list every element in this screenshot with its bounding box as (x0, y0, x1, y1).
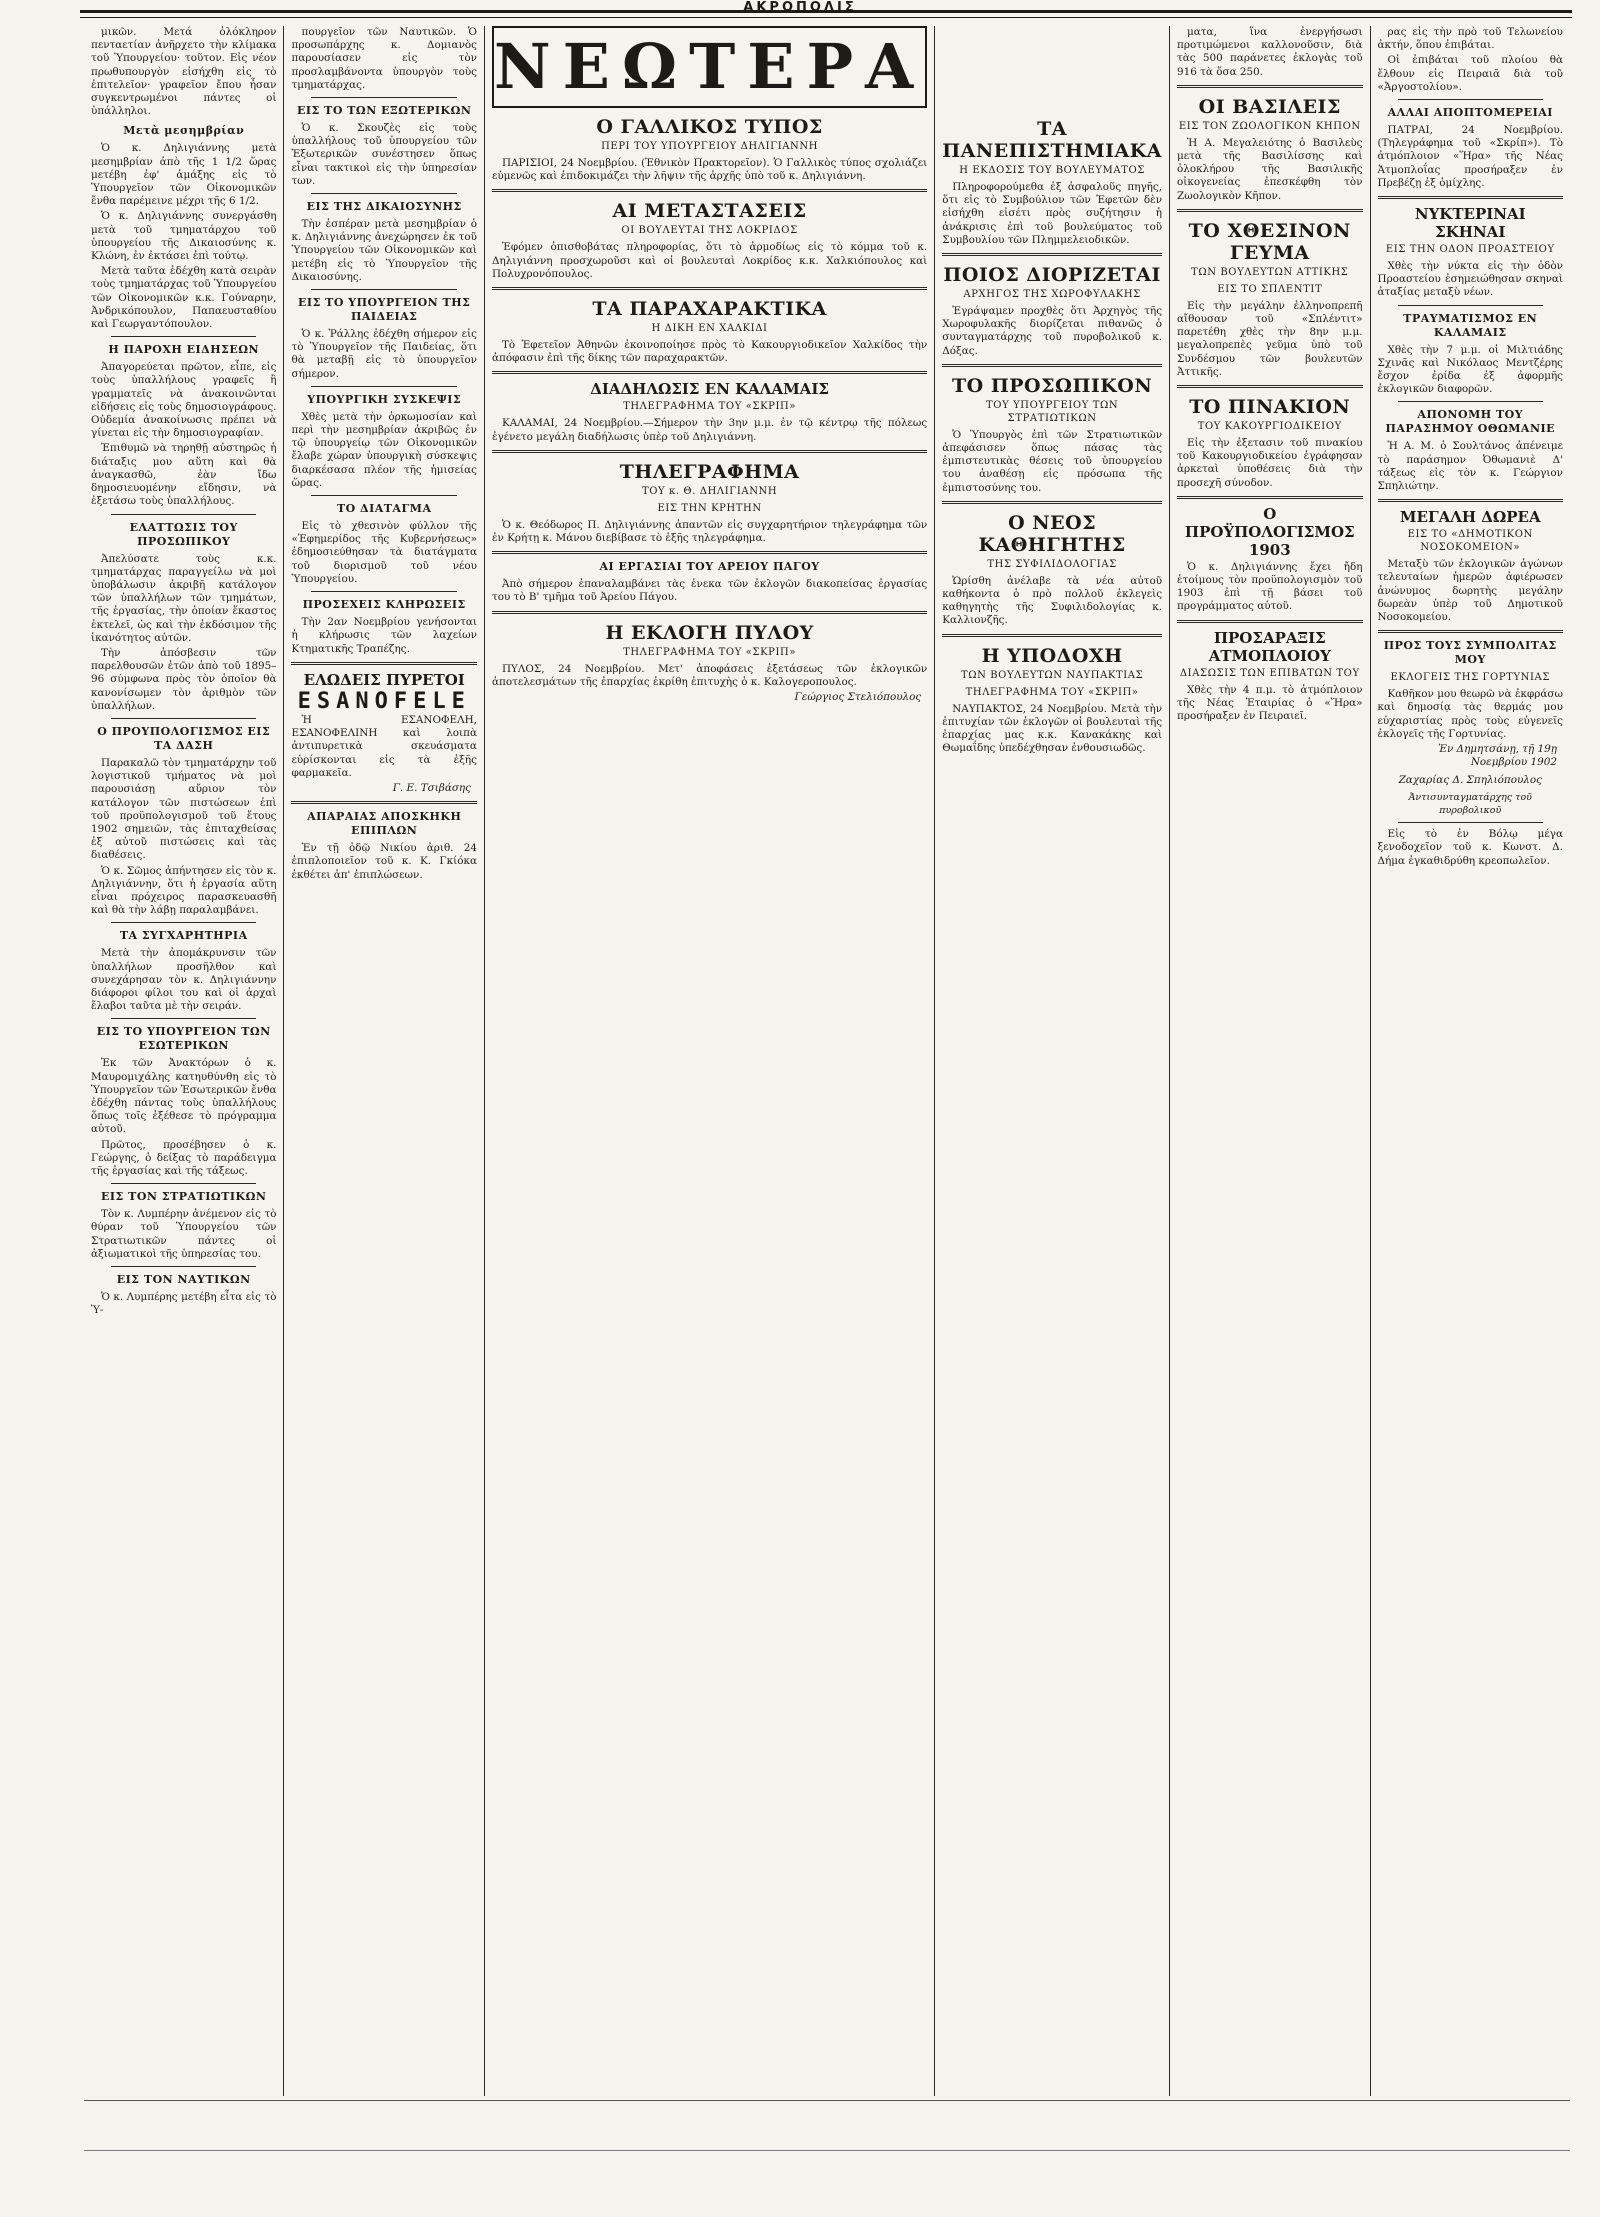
column-1 (84, 26, 284, 2096)
column-3 (485, 26, 935, 2096)
section-heading: ΠΡΟΣΕΧΕΙΣ ΚΛΗΡΩΣΕΙΣ (302, 598, 466, 612)
divider (311, 495, 456, 496)
paragraph: Ἐν τῇ ὁδῷ Νικίου ἀριθ. 24 ἐπιπλοποιεῖον τοῦ κ. Κ. Γκίόκα ἐκθέτει ἀπ' ἐπιπλώσεων. (291, 842, 477, 881)
divider (311, 193, 456, 194)
divider (1398, 822, 1543, 823)
paragraph: Ἐγράψαμεν προχθὲς ὅτι Ἀρχηγὸς τῆς Χωροφυλακῆς διορίζεται πιθανῶς ὁ συνταγματάρχης τοῦ πυροβολικοῦ κ. Δόξας. (942, 305, 1163, 357)
paragraph: Οἱ ἐπιβάται τοῦ πλοίου θὰ ἔλθουν εἰς Πειραιᾶ διὰ τοῦ «Ἀργοστολίου». (1377, 54, 1563, 93)
paragraph: Πρῶτος, προσέβησεν ὁ κ. Γεώργης, ὁ δείξας τὸ παράδειγμα τῆς ἐργασίας καὶ τῆς τάξεως. (91, 1138, 277, 1178)
divider (492, 551, 927, 554)
paragraph: ΠΑΤΡΑΙ, 24 Νοεμβρίου. (Τηλεγράφημα τοῦ «Σκρίπ»). Τὸ ἀτμόπλοιον «Ἥρα» τῆς Νέας Ἀτμοπλοΐας προσήραξεν ἐν Πρεβέζῃ ἐξ ὀμίχλης. (1377, 124, 1563, 189)
divider (111, 336, 256, 337)
divider (942, 634, 1162, 637)
article-title: ΤΟ ΠΡΟΣΩΠΙΚΟΝ (952, 374, 1153, 397)
divider (311, 97, 456, 98)
article-subtitle: ΕΙΣ ΤΟΝ ΖΩΟΛΟΓΙΚΟΝ ΚΗΠΟΝ (1178, 120, 1361, 132)
paragraph: Τὴν ἀπόσβεσιν τῶν παρελθουσῶν ἐτῶν ἀπὸ τοῦ 1895–96 σύμφωνα πρὸς τὸν ὁποῖον θὰ κανονίσωμεν τὸν ἀριθμὸν τῶν ὑπαλλήλων. (91, 646, 277, 712)
paragraph: Ἡ Α. Μεγαλειότης ὁ Βασιλεὺς μετὰ τῆς Βασιλίσσης καὶ ὁλοκλήρου τῆς Βασιλικῆς οἰκογενείας ἐπεσκέφθη τὸν Ζωολογικὸν Κῆπον. (1177, 136, 1363, 202)
divider (111, 1183, 256, 1184)
ad-title: ESANOFELE (297, 688, 471, 714)
article-subtitle: ΕΚΛΟΓΕΙΣ ΤΗΣ ΓΟΡΤΥΝΙΑΣ (1390, 672, 1551, 684)
divider (492, 450, 927, 453)
divider (1378, 196, 1563, 199)
paragraph: Ἐκ τῶν Ἀνακτόρων ὁ κ. Μαυρομιχάλης κατηυθύνθη εἰς τὸ Ὑπουργεῖον τῶν Ἐσωτερικῶν ἔνθα ἐδέχθη πάντας τοὺς ὑπαλλήλους ὅπως τοῖς ἐξέθεσε τὸ πρόγραμμα αὐτοῦ. (91, 1057, 277, 1136)
column-5 (1170, 26, 1370, 2096)
paragraph: Εἰς τὸ ἐν Βόλῳ μέγα ξενοδοχεῖον τοῦ κ. Κωνστ. Δ. Δήμα ἐγκαθιδρύθη κρεοπωλεῖον. (1377, 828, 1563, 867)
section-heading: ΕΛΑΤΤΩΣΙΣ ΤΟΥ ΠΡΟΣΩΠΙΚΟΥ (129, 520, 238, 548)
article-subtitle: Η ΕΚΔΟΣΙΣ ΤΟΥ ΒΟΥΛΕΥΜΑΤΟΣ (959, 165, 1145, 176)
column-6 (1371, 26, 1570, 2096)
divider (1398, 305, 1543, 306)
section-heading: ΑΛΛΑΙ ΑΠΟΠΤΟΜΕΡΕΙΑΙ (1387, 106, 1553, 120)
paragraph: Ἐφόμεν ὀπισθοβάτας πληροφορίας, ὅτι τὸ ἀρμοδίως εἰς τὸ κόμμα τοῦ κ. Δηλιγιάννη προσχωροῦσι καὶ οἱ βουλευταὶ Λοκρίδος κ.κ. Χαλκιόπουλος καὶ Πολυχρονόπουλος. (491, 241, 928, 280)
article-subtitle: ΑΡΧΗΓΟΣ ΤΗΣ ΧΩΡΟΦΥΛΑΚΗΣ (963, 289, 1141, 301)
article-subtitle: ΤΩΝ ΒΟΥΛΕΥΤΩΝ ΝΑΥΠΑΚΤΙΑΣ (960, 669, 1144, 681)
article-title: ΤΟ ΧΘΕΣΙΝΟΝ ΓΕΥΜΑ (1188, 219, 1351, 264)
divider (111, 718, 256, 719)
paragraph: Ἀπαγορεύεται πρῶτον, εἶπε, εἰς τοὺς ὑπαλλήλους γραφεῖς ἢ γραμματεῖς νὰ ἀνακοινῶνται εἰδήσεις εἰς τοὺς δημοσιογράφους. Οὐδεμία ἀνακοίνωσις πρέπει νὰ γίνεται εἰς τὴν δημοσιογραφίαν. (91, 361, 277, 440)
article-title: Η ΥΠΟΔΟΧΗ (981, 644, 1123, 667)
paragraph: Ἡ Α. Μ. ὁ Σουλτάνος ἀπένειμε τὸ παράσημον Ὀθωμανιὲ Δ' τάξεως εἰς τὸν κ. Γεώργιον Σπηλιώτην. (1377, 440, 1563, 493)
section-heading: Μετὰ μεσημβρίαν (123, 124, 245, 138)
signer-role: Ἀντισυνταγματάρχης τοῦ πυροβολικοῦ (1408, 791, 1532, 816)
paragraph: Ἀπελύσατε τοὺς κ.κ. τμηματάρχας παραγγείλω νὰ μοὶ ὑποβάλωσιν ἀκριβῆ κατάλογον τῶν ὑπαλλήλων τῶν τμημάτων, τῆς ἐργασίας, τὴν ὁποίαν ἕκαστος ἐκτελεῖ, ὡς καὶ τὴν ἐκδόσιμον τῆς ἱκανότητος αὐτῶν. (91, 552, 277, 644)
article-subtitle: ΕΙΣ ΤΟ «ΔΗΜΟΤΙΚΟΝ ΝΟΣΟΚΟΜΕΙΟΝ» (1407, 529, 1533, 554)
article-subtitle: ΤΟΥ κ. Θ. ΔΗΛΙΓΙΑΝΝΗ (641, 485, 778, 497)
article-subtitle: ΕΙΣ ΤΟ ΣΠΛΕΝΤΙΤ (1217, 283, 1323, 295)
section-heading: ΕΙΣ ΤΟΝ ΝΑΥΤΙΚΩΝ (116, 1273, 251, 1287)
article-subtitle: ΤΗΣ ΣΥΦΙΛΙΔΟΛΟΓΙΑΣ (987, 558, 1117, 570)
article-subtitle: ΤΩΝ ΒΟΥΛΕΥΤΩΝ ΑΤΤΙΚΗΣ (1191, 266, 1349, 278)
article-subtitle: ΤΗΛΕΓΡΑΦΗΜΑ ΤΟΥ «ΣΚΡΙΠ» (623, 646, 797, 658)
section-heading: Ο ΠΡΟΥΠΟΛΟΓΙΣΜΟΣ ΕΙΣ ΤΑ ΔΑΣΗ (97, 724, 271, 752)
paragraph: Τὴν ἑσπέραν μετὰ μεσημβρίαν ὁ κ. Δηλιγιάννης ἀνεχώρησεν ἐκ τοῦ Ὑπουργείου τῶν Οἰκονομικῶν καὶ μετέβη εἰς τὸ Ὑπουργεῖον τῆς Δικαιοσύνης. (291, 218, 477, 283)
divider (1378, 630, 1563, 633)
paragraph: Ὡρίσθη ἀνέλαβε τὰ νέα αὐτοῦ καθήκοντα ὁ πρὸ πολλοῦ ἐκλεγεὶς καθηγητὴς τῆς Συφιλιδολογίας κ. Καλλιονζῆς. (942, 574, 1163, 627)
paragraph: Χθὲς μετὰ τὴν ὁρκωμοσίαν καὶ περὶ τὴν μεσημβρίαν ἀκριβῶς ἐν τῷ ὑπουργείῳ τῶν Οἰκονομικῶν ἔλαβε χώραν ὑπουργικὴ σύσκεψις διαρκέσασα πλέον τῆς ἡμισείας ὥρας. (291, 410, 477, 489)
columns (84, 26, 1570, 2096)
paragraph: Μετὰ τὴν ἀπομάκρυνσιν τῶν ὑπαλλήλων προσῆλθον καὶ συνεχάρησαν τὸν κ. Δηλιγιάννην διάφοροι φίλοι του καὶ οἱ ἀρχαὶ ἔλαβοι ταῦτα μὲ τὴν σειράν. (91, 947, 277, 1013)
column-2 (284, 26, 484, 2096)
article-subtitle: ΕΙΣ ΤΗΝ ΚΡΗΤΗΝ (657, 502, 762, 514)
article-subtitle: ΔΙΑΣΩΣΙΣ ΤΩΝ ΕΠΙΒΑΤΩΝ ΤΟΥ (1179, 667, 1360, 679)
section-heading: ΥΠΟΥΡΓΙΚΗ ΣΥΣΚΕΨΙΣ (307, 392, 462, 406)
paragraph: ρας εἰς τὴν πρὸ τοῦ Τελωνείου ἀκτήν, ὅπου ἐπιβάται. (1377, 26, 1563, 52)
article-subtitle: ΤΗΛΕΓΡΑΦΗΜΑ ΤΟΥ «ΣΚΡΙΠ» (623, 401, 797, 413)
article-subtitle: ΟΙ ΒΟΥΛΕΥΤΑΙ ΤΗΣ ΛΟΚΡΙΔΟΣ (621, 225, 798, 237)
article-title: Ο ΠΡΟΫΠΟΛΟΓΙΣΜΟΣ 1903 (1184, 504, 1355, 559)
dateline: Ἐν Δημητσάνῃ, τῇ 19ῃ Νοεμβρίου 1902 (1438, 743, 1557, 769)
article-subtitle: ΠΕΡΙ ΤΟΥ ΥΠΟΥΡΓΕΙΟΥ ΔΗΛΙΓΙΑΝΝΗ (601, 141, 819, 152)
banner-title: ΝΕΩΤΕΡΑ (493, 30, 926, 103)
article-title: ΟΙ ΒΑΣΙΛΕΙΣ (1198, 95, 1341, 118)
paragraph: Ὁ κ. Λυμπέρης μετέβη εἶτα εἰς τὸ Ὑ- (91, 1291, 277, 1317)
divider (311, 386, 456, 387)
signer-name: Ζαχαρίας Δ. Σπηλιόπουλος (1398, 773, 1542, 786)
article-title: ΠΡΟΣΑΡΑΞΙΣ ΑΤΜΟΠΛΟΙΟΥ (1208, 628, 1331, 665)
section-heading: ΑΠΑΡΑΙΑΣ ΑΠΟΣΚΗΚΗ ΕΠΙΠΛΩΝ (307, 810, 462, 838)
divider (111, 922, 256, 923)
ad-heading: ΕΛΩΔΕΙΣ ΠΥΡΕΤΟΙ (303, 670, 465, 689)
paragraph: Εἰς τὴν ἐξετασιν τοῦ πινακίου τοῦ Κακουργιοδικείου ἐγράφησαν ἀρκεταὶ ὑποθέσεις διὰ τὴν προσεχῆ σύνοδον. (1177, 437, 1363, 489)
column-4 (935, 26, 1170, 2096)
section-heading: ΕΙΣ ΤΟΝ ΣΤΡΑΤΙΩΤΙΚΩΝ (101, 1190, 267, 1204)
article-subtitle: ΤΗΛΕΓΡΑΦΗΜΑ ΤΟΥ «ΣΚΡΙΠ» (965, 686, 1139, 698)
paragraph: Ἐπιθυμῶ νὰ τηρηθῇ αὐστηρῶς ἡ διάταξις μου αὕτη καὶ θὰ ἀναγκασθῶ, ἐὰν ἴδω δημοσιευομένην εἴδησιν, νὰ ἐξετάσω τοὺς ὑπαλλήλους. (91, 442, 277, 508)
divider (1177, 496, 1362, 499)
article-title: Ο ΝΕΟΣ ΚΑΘΗΓΗΤΗΣ (978, 511, 1126, 556)
divider (1177, 385, 1362, 388)
divider (311, 289, 456, 290)
paragraph: Ὁ κ. Δηλιγιάννης συνεργάσθη μετὰ τοῦ τμηματάρχου τοῦ ὑπουργείου τῆς Δικαιοσύνης κ. Κλώνη, ἐν ἐκτάσει ἐπὶ τούτῳ. (91, 210, 277, 263)
paragraph: Ὁ κ. Σῶμος ἀπήντησεν εἰς τὸν κ. Δηλιγιάννην, ὅτι ἡ ἐργασία αὕτη εἶναι πρόχειρος παρασκευασθῆ καὶ θὰ τὴν λάβῃ παραλαμβάνει. (91, 864, 277, 917)
section-heading: Η ΠΑΡΟΧΗ ΕΙΔΗΣΕΩΝ (108, 343, 260, 357)
article-title: Η ΕΚΛΟΓΗ ΠΥΛΟΥ (605, 621, 814, 644)
section-heading: ΤΟ ΔΙΑΤΑΓΜΑ (336, 502, 432, 516)
divider (111, 1266, 256, 1267)
divider (291, 801, 476, 804)
paragraph: Μετὰ ταῦτα ἐδέχθη κατὰ σειρὰν τοὺς τμηματάρχας τοῦ Ὑπουργείου τῶν Οἰκονομικῶν κ.κ. Γούναρην, Ἀνδρικόπουλον, Παπαευσταθίου καὶ Γεωργαντόπουλον. (91, 265, 277, 331)
article-title: ΜΕΓΑΛΗ ΔΩΡΕΑ (1399, 508, 1541, 527)
paragraph: Ὁ Ὑπουργὸς ἐπὶ τῶν Στρατιωτικῶν ἀπεφάσισεν ὅπως πάσας τὰς ἐμπιστευτικὰς θέσεις τοῦ ὑπουργείου του ἀναθέσῃ εἰς πρόσωπα τῆς ἐμπιστοσύνης του. (942, 428, 1163, 494)
section-heading: ΑΙ ΕΡΓΑΣΙΑΙ ΤΟΥ ΑΡΕΙΟΥ ΠΑΓΟΥ (599, 560, 820, 574)
paragraph: μικῶν. Μετά ὁλόκληρον πενταετίαν ἀνῆρχετο τὴν κλίμακα τοῦ Ὑπουργείου· τοῦτον. Εἰς νέον πρωθυπουργὸν εἰσήχθη εἰς τὸ ἐπιτελεῖον· γραφεῖον ἔπου ἦσαν συγκεντρωμένοι πάντες οἱ ὑπάλληλοι. (91, 26, 277, 118)
divider (492, 371, 927, 374)
divider (111, 514, 256, 515)
article-title: ΝΥΚΤΕΡΙΝΑΙ ΣΚΗΝΑΙ (1414, 205, 1526, 242)
paragraph: Ἡ ΕΣΑΝΟΦΕΛΗ, ΕΣΑΝΟΦΕΛΙΝΗ καὶ λοιπὰ ἀντιπυρετικὰ σκευάσματα εὑρίσκονται εἰς τὰ ἑξῆς φαρμακεῖα. (291, 713, 477, 779)
divider (492, 287, 927, 290)
paragraph: Ἀπὸ σήμερον ἐπαναλαμβάνει τὰς ἐνεκα τῶν ἐκλογῶν διακοπείσας ἐργασίας του τὸ Β' τμῆμα τοῦ Ἀρείου Πάγου. (491, 578, 928, 604)
section-heading: ΕΙΣ ΤΗΣ ΔΙΚΑΙΟΣΥΝΗΣ (306, 200, 462, 214)
paragraph: Μεταξὺ τῶν ἐκλογικῶν ἀγώνων τελευταίων ἡμερῶν ἀφιέρωσεν ἀνώνυμος δωρητὴς μεγάλην δωρεὰν ὑπὲρ τοῦ Δημοτικοῦ Νοσοκομείου. (1377, 558, 1563, 624)
paragraph: ΚΑΛΑΜΑΙ, 24 Νοεμβρίου.—Σήμερον τὴν 3ην μ.μ. ἐν τῷ κέντρῳ τῆς πόλεως ἐγένετο μεγάλη διαδήλωσις ὑπὲρ τοῦ Δηλιγιάννη. (491, 417, 928, 443)
divider (1177, 85, 1362, 88)
paragraph: ΠΑΡΙΣΙΟΙ, 24 Νοεμβρίου. (Ἐθνικὸν Πρακτορεῖον). Ὁ Γαλλικὸς τύπος σχολιάζει εὐμενῶς καὶ ἐπιδοκιμάζει τὴν λῆψιν τῆς ἀρχῆς ὑπὸ τοῦ κ. Δηλιγιάννη. (491, 157, 928, 183)
divider (111, 1018, 256, 1019)
divider (291, 662, 476, 665)
paragraph: Χθὲς τὴν 4 π.μ. τὸ ἀτμόπλοιον τῆς Νέας Ἑταιρίας ὁ «Ἥρα» προσήραξεν ἐν Πειραιεῖ. (1177, 683, 1363, 723)
signature: Γ. Ε. Τσιβάσης (392, 781, 471, 794)
paragraph: Ὁ κ. Σκουζὲς εἰς τοὺς ὑπαλλήλους τοῦ ὑπουργείου τῶν Ἐξωτερικῶν συνέστησεν ὅπως εἶναι τακτικοὶ εἰς τὴν ὑπηρεσίαν των. (291, 122, 477, 187)
article-subtitle: Η ΔΙΚΗ ΕΝ ΧΑΛΚΙΔΙ (651, 323, 768, 335)
section-heading: ΑΠΟΝΟΜΗ ΤΟΥ ΠΑΡΑΣΗΜΟΥ ΟΘΩΜΑΝΙΕ (1385, 408, 1556, 436)
banner-box (492, 26, 927, 108)
paragraph: ματα, ἵνα ἐνεργήσωσι προτιμώμενοι καλλονοῦσιν, διὰ τὰς 500 παράνετες ἐκλογὰς τοῦ 916 τὰ ὅσα 250. (1177, 26, 1363, 78)
bottom-rule (84, 2100, 1570, 2101)
section-heading: ΕΙΣ ΤΟ ΤΩΝ ΕΞΩΤΕΡΙΚΩΝ (297, 104, 472, 118)
paragraph: Τὸ Ἐφετεῖον Ἀθηνῶν ἐκοινοποίησε πρὸς τὸ Κακουργιοδικεῖον Χαλκίδος τὴν ἀπόφασιν ἐπὶ τῆς δίκης τῶν παραχαρακτῶν. (491, 339, 928, 365)
banner-spacer (942, 26, 1162, 110)
paragraph: Εἰς τὸ χθεσινὸν φύλλον τῆς «Ἐφημερίδος τῆς Κυβερνήσεως» ἐδημοσιεύθησαν τὰ διατάγματα τοῦ διορισμοῦ τοῦ νέου Ὑπουργείου. (291, 520, 477, 585)
signature: Γεώργιος Στελιόπουλος (794, 691, 922, 704)
section-heading: ΠΡΟΣ ΤΟΥΣ ΣΥΜΠΟΛΙΤΑΣ ΜΟΥ (1383, 639, 1557, 667)
section-heading: ΕΙΣ ΤΟ ΥΠΟΥΡΓΕΙΟΝ ΤΩΝ ΕΣΩΤΕΡΙΚΩΝ (96, 1025, 271, 1053)
article-title: ΤΑ ΠΑΝΕΠΙΣΤΗΜΙΑΚΑ (942, 118, 1163, 162)
section-heading: ΤΑ ΣΥΓΧΑΡΗΤΗΡΙΑ (119, 929, 248, 943)
divider (492, 611, 927, 614)
section-heading: ΤΡΑΥΜΑΤΙΣΜΟΣ ΕΝ ΚΑΛΑΜΑΙΣ (1403, 311, 1538, 339)
masthead: ΑΚΡΟΠΟΛΙΣ (743, 0, 857, 15)
section-heading: ΕΙΣ ΤΟ ΥΠΟΥΡΓΕΙΟΝ ΤΗΣ ΠΑΙΔΕΙΑΣ (298, 296, 471, 324)
paragraph: Τὸν κ. Λυμπέρην ἀνέμενον εἰς τὸ θύραν τοῦ Ὑπουργείου τῶν Στρατιωτικῶν πάντες οἱ ἀξιωματικοὶ τῆς ὑπηρεσίας του. (91, 1208, 277, 1260)
masthead-rule (80, 10, 1572, 18)
paragraph: Ὁ κ. Δηλιγιάννης μετὰ μεσημβρίαν ἀπὸ τῆς 1 1/2 ὥρας μετέβη ἐφ' ἁμάξης εἰς τὸ Ὑπουργεῖον τῶν Οἰκονομικῶν ἔνθα παρέμεινε μέχρι τῆς 6 1/2. (91, 142, 277, 208)
paragraph: Τὴν 2αν Νοεμβρίου γενήσονται ἡ κλήρωσις τῶν λαχείων Κτηματικῆς Τραπέζης. (291, 616, 477, 655)
paragraph: Ὁ κ. Θεόδωρος Π. Δηλιγιάννης ἀπαντῶν εἰς συγχαρητήριον τηλεγράφημα τῶν ἐν Κρήτῃ κ. Μάνου διεβίβασε τὸ ἑξῆς τηλεγράφημα. (491, 518, 928, 545)
divider (1177, 620, 1362, 623)
divider (942, 253, 1162, 256)
paragraph: πουργεῖον τῶν Ναυτικῶν. Ὁ προσωπάρχης κ. Δομιανὸς παρουσίασεν εἰς τὸν προσλαμβάνοντα ὑπουργὸν τοὺς τμηματάρχας. (291, 26, 477, 91)
article-title: ΤΗΛΕΓΡΑΦΗΜΑ (619, 460, 800, 483)
article-subtitle: ΤΟΥ ΚΑΚΟΥΡΓΙΟΔΙΚΕΙΟΥ (1197, 421, 1342, 433)
article-title: ΑΙ ΜΕΤΑΣΤΑΣΕΙΣ (612, 200, 807, 223)
divider (1378, 499, 1563, 502)
paragraph: Χθὲς τὴν νύκτα εἰς τὴν ὁδὸν Προαστείου ἐσημειώθησαν σκηναὶ ἀταξίας μεταξὺ νέων. (1377, 260, 1563, 299)
bottom-rule (84, 2150, 1570, 2151)
paragraph: ΝΑΥΠΑΚΤΟΣ, 24 Νοεμβρίου. Μετὰ τὴν ἐπιτυχίαν τῶν ἐκλογῶν οἱ βουλευταὶ τῆς ἐπαρχίας μας κ.κ. Κανακάκης καὶ Θωμαΐδης ὑπεδέχθησαν ἐνθουσιωδῶς. (942, 702, 1163, 755)
article-title: ΤΑ ΠΑΡΑΧΑΡΑΚΤΙΚΑ (592, 298, 827, 321)
divider (942, 364, 1162, 367)
paragraph: Χθὲς τὴν 7 μ.μ. οἱ Μιλτιάδης Σχινᾶς καὶ Νικόλαος Μεντζέρης ἔσχον ἐρίδα ἐξ ἀφορμῆς ἐκλογικῶν διαφορῶν. (1377, 343, 1563, 396)
divider (492, 189, 927, 192)
article-title: Ο ΓΑΛΛΙΚΟΣ ΤΥΠΟΣ (596, 116, 823, 138)
article-title: ΤΟ ΠΙΝΑΚΙΟΝ (1189, 396, 1351, 419)
paragraph: Εἰς τὴν μεγάλην ἑλληνοπρεπῆ αἴθουσαν τοῦ «Σπλέντιτ» παρετέθη χθὲς τὴν 8ην μ.μ. μεγαλοπρεπὲς γεῦμα ὑπὸ τοῦ Συνδέσμου τῶν βουλευτῶν Ἀττικῆς. (1177, 299, 1363, 378)
paragraph: ΠΥΛΟΣ, 24 Νοεμβρίου. Μετ' ἀποφάσεις ἐξετάσεως τῶν ἐκλογικῶν ἀποτελεσμάτων τῆς ἐπαρχίας ἐκρίθη ἐπιτυχὴς ὁ κ. Καλογεροπουλος. (491, 662, 928, 688)
paragraph: Παρακαλῶ τὸν τμηματάρχην τοῦ λογιστικοῦ τμήματος νὰ μοὶ παρουσιάσῃ αὔριον τὸν κατάλογον τῶν πιστώσεων ἐπὶ τοῦ προϋπολογισμοῦ τοῦ ἔτους 1902 σημειῶν, τὰς ἐπιταχθείσας ἐξ αὐτοῦ πιστώσεις καὶ τὰς διαθέσεις. (91, 756, 277, 862)
article-subtitle: ΕΙΣ ΤΗΝ ΟΔΟΝ ΠΡΟΑΣΤΕΙΟΥ (1385, 244, 1555, 256)
divider (942, 501, 1162, 504)
article-subtitle: ΤΟΥ ΥΠΟΥΡΓΕΙΟΥ ΤΩΝ ΣΤΡΑΤΙΩΤΙΚΩΝ (986, 399, 1119, 424)
paragraph: Πληροφορούμεθα ἐξ ἀσφαλοῦς πηγῆς, ὅτι εἰς τὸ Συμβούλιον τῶν Ἐφετῶν δὲν εἰσήχθη εἰσέτι πρὸς συζήτησιν ἡ ἀνάκρισις ἐπὶ τοῦ βουλεύματος τοῦ Συμβουλίου τῶν Πλημμελειοδικῶν. (942, 181, 1163, 246)
divider (1398, 401, 1543, 402)
divider (311, 591, 456, 592)
divider (1398, 99, 1543, 100)
divider (1177, 209, 1362, 212)
article-title: ΠΟΙΟΣ ΔΙΟΡΙΖΕΤΑΙ (943, 264, 1161, 287)
paragraph: Καθῆκον μου θεωρῶ νὰ ἐκφράσω καὶ δημοσίᾳ τὰς θερμάς μου εὐχαριστίας πρὸς τοὺς εὐγενεῖς ἐκλογεῖς τῆς Γορτυνίας. (1377, 688, 1563, 740)
paragraph: Ὁ κ. Δηλιγιάννης ἔχει ἤδη ἑτοίμους τὸν προϋπολογισμὸν τοῦ 1903 ἐπὶ τῇ βάσει τοῦ προγράμματος αὐτοῦ. (1177, 560, 1363, 613)
paragraph: Ὁ κ. Ῥάλλης ἐδέχθη σήμερον εἰς τὸ Ὑπουργεῖον τῆς Παιδείας, ὅτι θὰ μεταβῇ εἰς τὸ ὑπουργεῖον σήμερον. (291, 328, 477, 380)
article-title: ΔΙΑΔΗΛΩΣΙΣ ΕΝ ΚΑΛΑΜΑΙΣ (590, 380, 829, 399)
